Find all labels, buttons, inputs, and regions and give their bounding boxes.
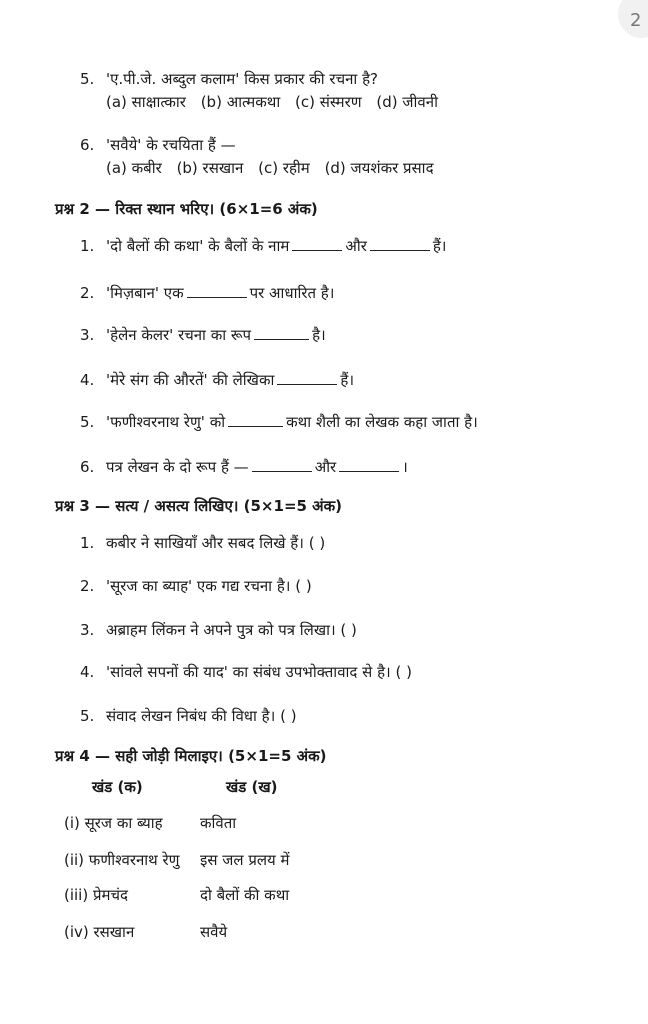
fill-blank-item: 1. 'दो बैलों की कथा' के बैलों के नाम और हैं। [80,237,447,255]
fill-blank-item: 4. 'मेरे संग की औरतें' की लेखिका हैं। [80,371,355,389]
match-left-item: (iii) प्रेमचंद [64,886,128,904]
answer-blank[interactable] [252,457,312,472]
section-heading-fill-blanks: प्रश्न 2 — रिक्त स्थान भरिए। (6×1=6 अंक) [55,200,318,218]
fill-blank-item: 6. पत्र लेखन के दो रूप हैं — और । [80,458,408,476]
page-number-badge: 2 [618,0,648,38]
true-false-item: 3. अब्राहम लिंकन ने अपने पुत्र को पत्र लिखा। ( ) [80,621,357,639]
match-right-item: दो बैलों की कथा [200,886,290,904]
true-false-item: 5. संवाद लेखन निबंध की विधा है। ( ) [80,707,297,725]
match-left-item: (i) सूरज का ब्याह [64,814,163,832]
true-false-item: 4. 'सांवले सपनों की याद' का संबंध उपभोक्तावाद से है। ( ) [80,663,412,681]
column-header-a: खंड (क) [92,778,143,796]
match-left-item: (iv) रसखान [64,923,135,941]
true-false-item: 1. कबीर ने साखियाँ और सबद लिखे हैं। ( ) [80,534,326,552]
column-header-b: खंड (ख) [226,778,278,796]
true-false-item: 2. 'सूरज का ब्याह' एक गद्य रचना है। ( ) [80,577,312,595]
answer-blank[interactable] [370,236,430,251]
answer-blank[interactable] [292,236,342,251]
answer-blank[interactable] [254,325,309,340]
fill-blank-item: 3. 'हेलेन केलर' रचना का रूप है। [80,326,326,344]
fill-blank-item: 5. 'फणीश्वरनाथ रेणु' को कथा शैली का लेखक कहा जाता है। [80,413,478,431]
mcq-question: 5. 'ए.पी.जे. अब्दुल कलाम' किस प्रकार की रचना है? [80,70,379,88]
match-right-item: कविता [200,814,237,832]
mcq-options: (a) कबीर (b) रसखान (c) रहीम (d) जयशंकर प्रसाद [106,159,434,177]
fill-blank-item: 2. 'मिज़बान' एक पर आधारित है। [80,284,335,302]
answer-blank[interactable] [339,457,399,472]
match-left-item: (ii) फणीश्वरनाथ रेणु [64,851,180,869]
match-right-item: सवैये [200,923,228,941]
answer-blank[interactable] [228,412,283,427]
section-heading-match-pairs: प्रश्न 4 — सही जोड़ी मिलाइए। (5×1=5 अंक) [55,747,327,765]
answer-blank[interactable] [187,283,247,298]
answer-blank[interactable] [277,370,337,385]
section-heading-true-false: प्रश्न 3 — सत्य / असत्य लिखिए। (5×1=5 अंक) [55,497,343,515]
match-right-item: इस जल प्रलय में [200,851,290,869]
mcq-options: (a) साक्षात्कार (b) आत्मकथा (c) संस्मरण (d) जीवनी [106,93,438,111]
mcq-question: 6. 'सवैये' के रचयिता हैं — [80,136,236,154]
